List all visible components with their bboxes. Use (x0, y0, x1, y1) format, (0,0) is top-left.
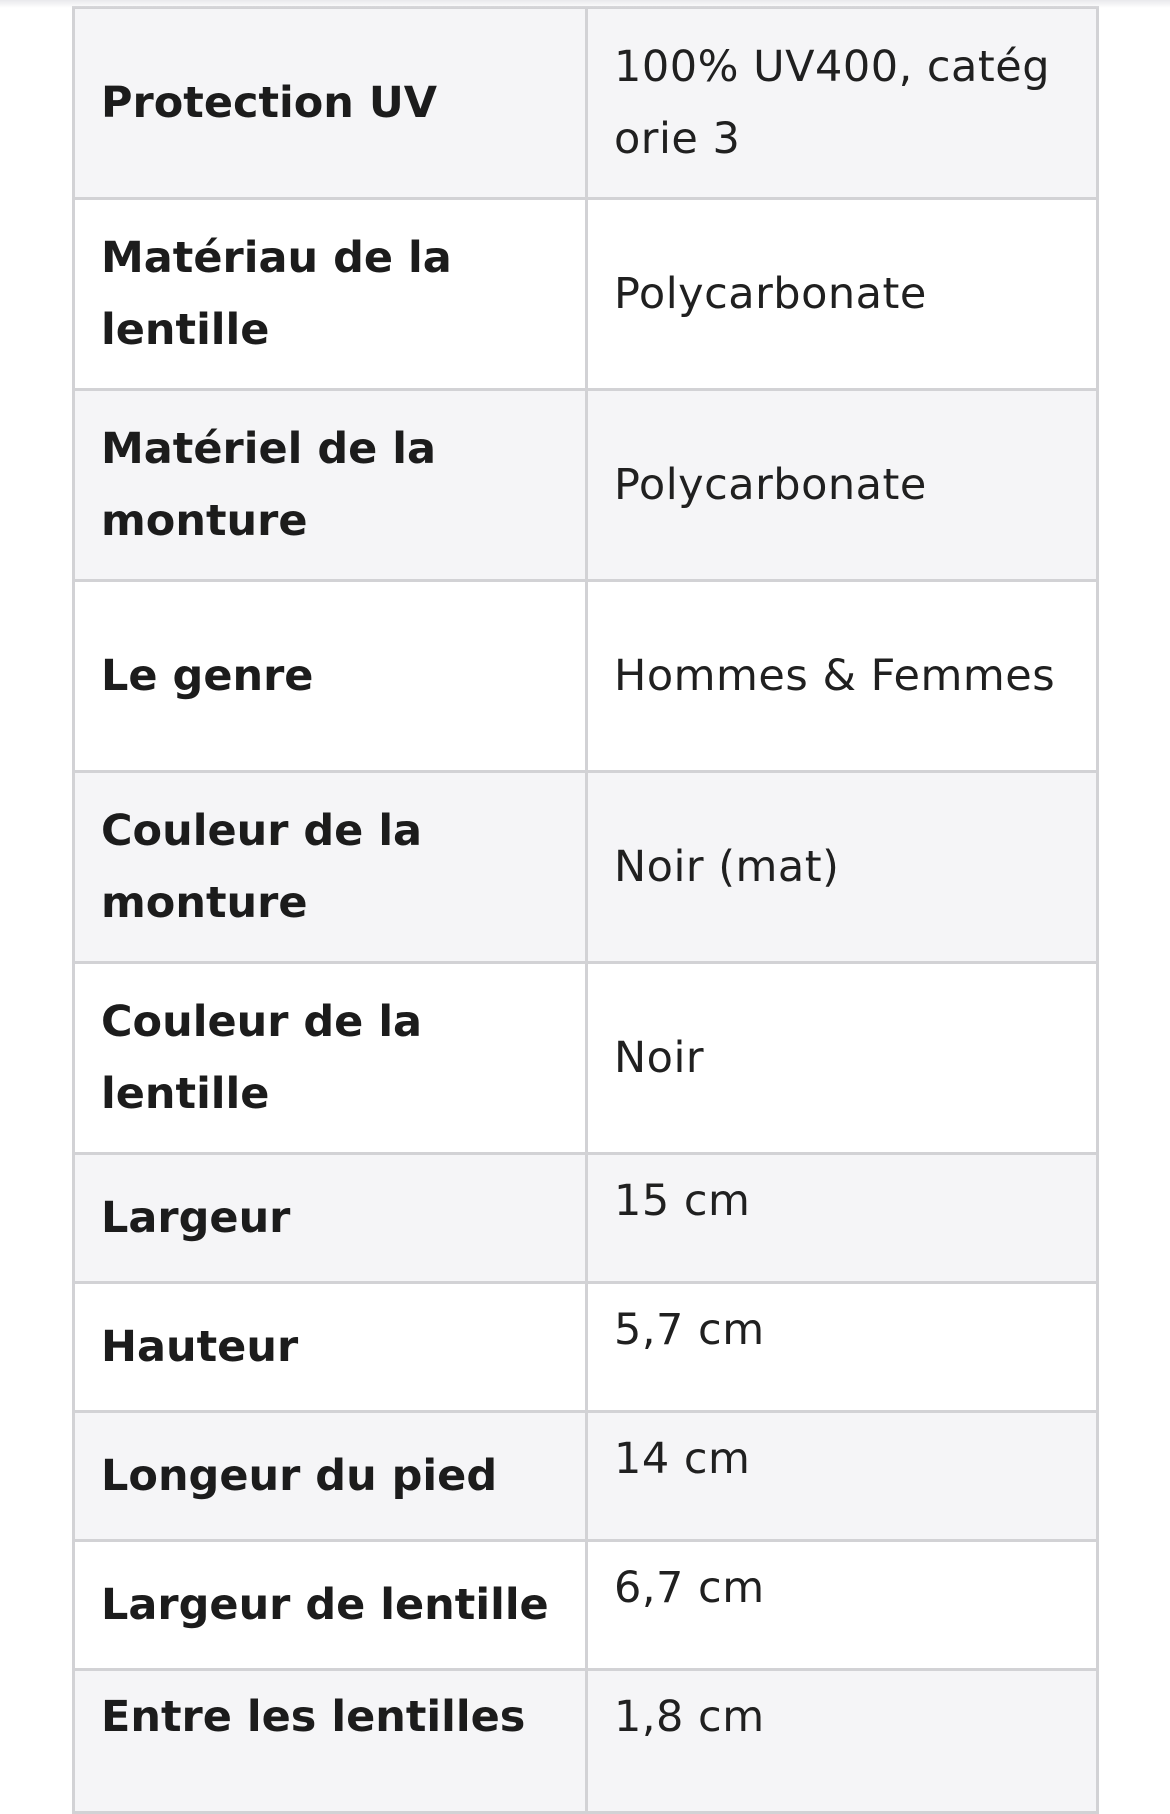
spec-value: Noir (587, 963, 1098, 1154)
specifications-table (72, 6, 1099, 1814)
table-row (74, 8, 1098, 199)
table-row (74, 1541, 1098, 1670)
table-row (74, 1283, 1098, 1412)
table-row (74, 1154, 1098, 1283)
spec-label: Hauteur (74, 1283, 587, 1412)
spec-value: Noir (mat) (587, 772, 1098, 963)
spec-value: 5,7 cm (587, 1283, 1098, 1412)
spec-label: Matériel de la monture (74, 390, 587, 581)
spec-value: 14 cm (587, 1412, 1098, 1541)
spec-value: 1,8 cm (587, 1670, 1098, 1813)
spec-label: Largeur de lentille (74, 1541, 587, 1670)
spec-label: Matériau de la lentille (74, 199, 587, 390)
spec-value: 15 cm (587, 1154, 1098, 1283)
spec-label: Entre les lentilles (74, 1670, 587, 1813)
spec-value: 100% UV400, catégorie 3 (587, 8, 1098, 199)
table-row (74, 199, 1098, 390)
spec-label: Couleur de la lentille (74, 963, 587, 1154)
spec-value: 6,7 cm (587, 1541, 1098, 1670)
top-bar-shadow (0, 0, 1170, 8)
spec-label: Le genre (74, 581, 587, 772)
spec-value: Polycarbonate (587, 199, 1098, 390)
table-row (74, 390, 1098, 581)
spec-value: Hommes & Femmes (587, 581, 1098, 772)
table-row (74, 772, 1098, 963)
spec-label: Largeur (74, 1154, 587, 1283)
spec-label: Couleur de la monture (74, 772, 587, 963)
table-row (74, 1412, 1098, 1541)
table-row (74, 1670, 1098, 1813)
spec-value: Polycarbonate (587, 390, 1098, 581)
table-row (74, 963, 1098, 1154)
spec-label: Longeur du pied (74, 1412, 587, 1541)
spec-label: Protection UV (74, 8, 587, 199)
table-row (74, 581, 1098, 772)
